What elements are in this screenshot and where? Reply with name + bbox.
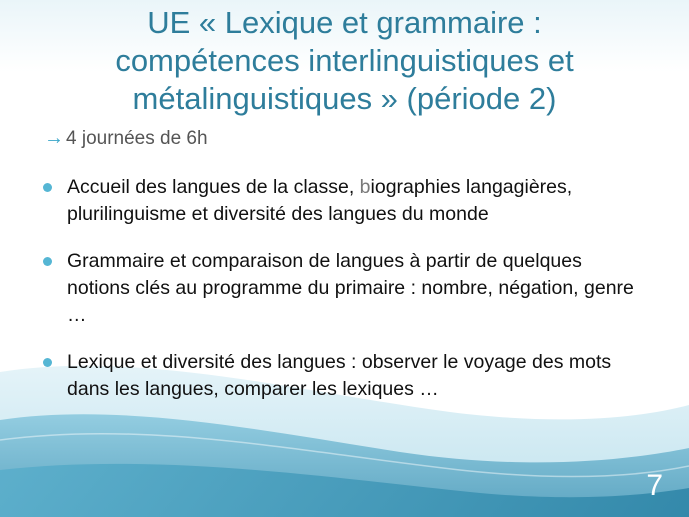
bullet-item [40, 349, 640, 403]
bullet-dot-icon [43, 183, 52, 192]
title-line-2: compétences interlinguistiques et [115, 43, 574, 78]
arrow-right-icon: → [44, 127, 64, 149]
bullet-dot-icon [43, 358, 52, 367]
bullet-dot-icon [43, 257, 52, 266]
title-line-1: UE « Lexique et grammaire : [147, 5, 542, 40]
bullet-text: Grammaire et comparaison de langues à partir de quelques notions clés au programme du primaire : nombre, négation, genre … [67, 250, 634, 326]
bullet-list [40, 174, 640, 403]
bullet-text: Lexique et diversité des langues : observer le voyage des mots dans les langues, comparer les lexiques … [67, 351, 612, 400]
subtitle [44, 126, 208, 151]
bullet-text: Accueil des langues de la classe, [67, 176, 360, 198]
bullet-item [40, 174, 640, 228]
page-number: 7 [646, 469, 663, 502]
bullet-text-cont: iographies langagières, plurilinguisme et diversité des langues du monde [67, 176, 573, 225]
slide-title [30, 4, 659, 118]
bullet-item [40, 248, 640, 329]
bullet-highlight: b [359, 176, 371, 198]
title-line-3: métalinguistiques » (période 2) [132, 81, 557, 116]
subtitle-text: 4 journées de 6h [66, 128, 208, 149]
